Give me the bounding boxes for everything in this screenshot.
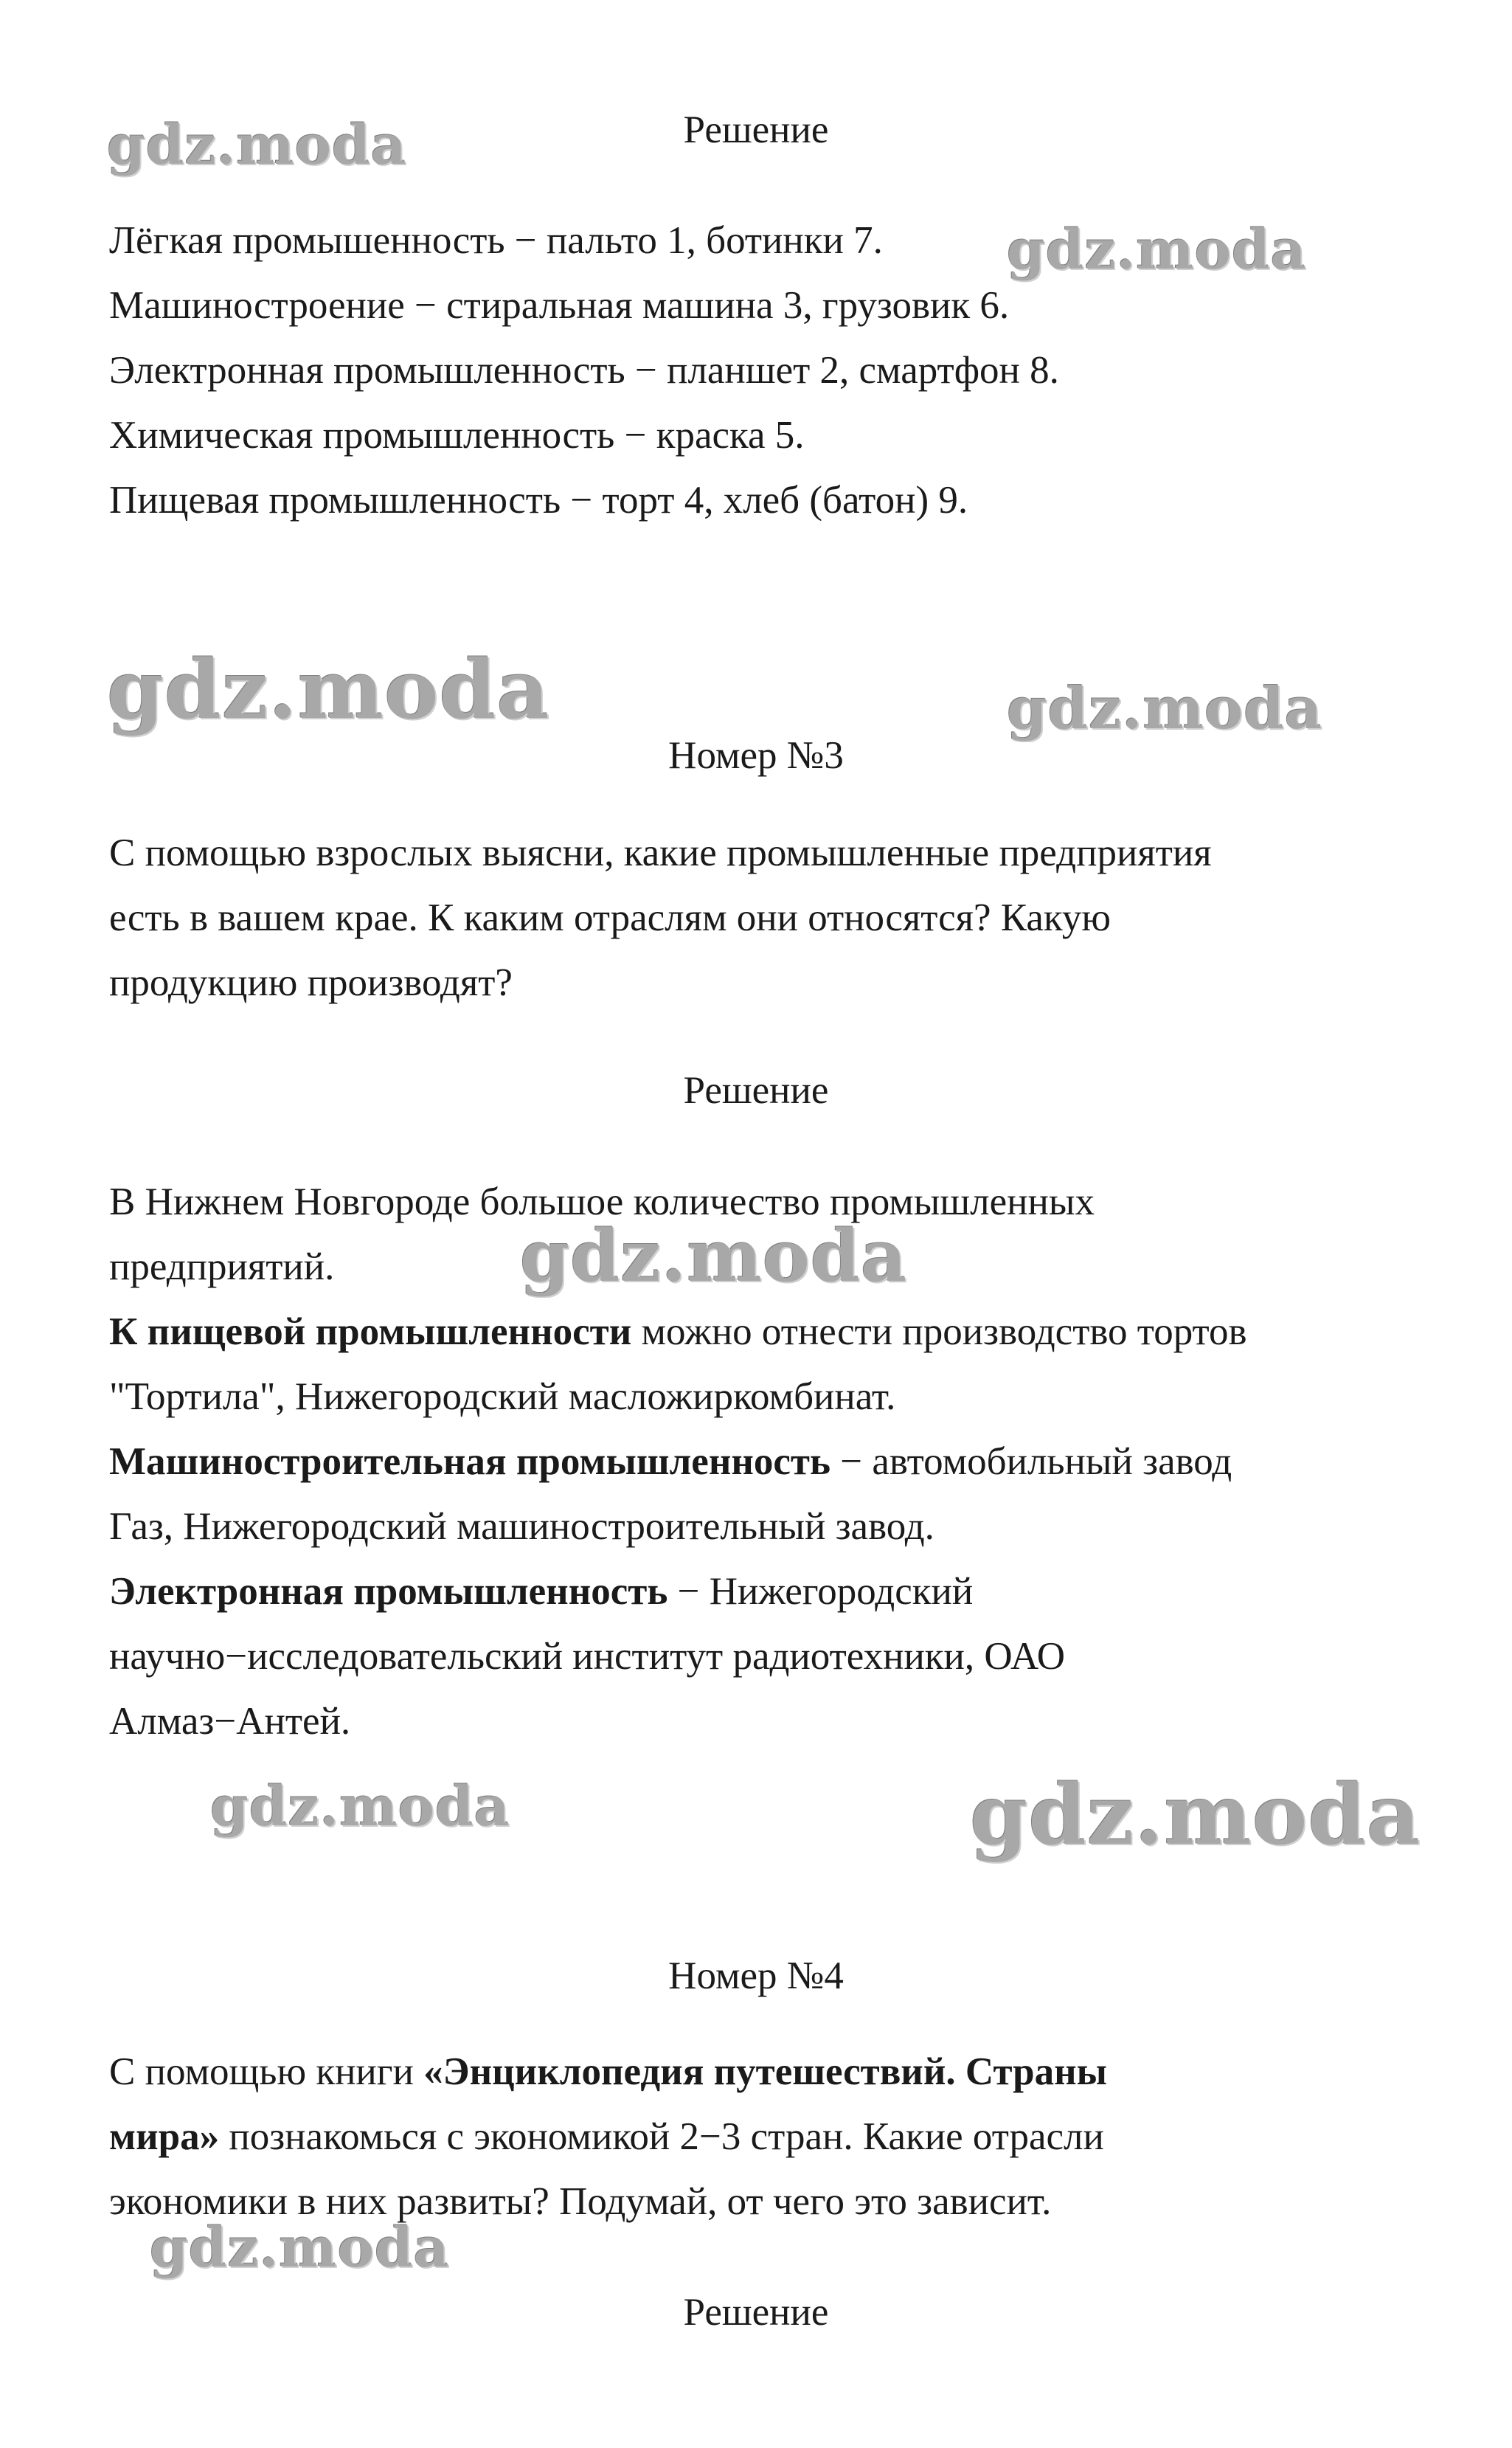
answer-line: Машиностроение − стиральная машина 3, грузовик 6.	[109, 284, 1010, 327]
solution-heading: Решение	[683, 2291, 829, 2334]
watermark: gdz.moda	[970, 1767, 1421, 1864]
task-title: Номер №3	[668, 734, 844, 777]
food-industry-text: можно отнести производство тортов	[631, 1310, 1247, 1353]
book-title-end: мира»	[109, 2115, 220, 2158]
solution-heading: Решение	[683, 1069, 829, 1112]
solution-line: предприятий.	[109, 1245, 335, 1288]
machine-industry-line-2: Газ, Нижегородский машиностроительный завод.	[109, 1505, 934, 1548]
electronic-industry-text: − Нижегородский	[667, 1570, 974, 1613]
machine-industry-label: Машиностроительная промышленность	[109, 1440, 830, 1483]
solution-line: В Нижнем Новгороде большое количество промышленных	[109, 1180, 1095, 1223]
answer-line: Пищевая промышленность − торт 4, хлеб (батон) 9.	[109, 479, 968, 522]
food-industry-label: К пищевой промышленности	[109, 1310, 632, 1353]
electronic-industry-line	[109, 1572, 973, 1611]
watermark: gdz.moda	[107, 642, 550, 737]
task-text: С помощью книги	[109, 2050, 424, 2093]
food-industry-line-2: "Тортила", Нижегородский масложиркомбинат.	[109, 1375, 896, 1418]
machine-industry-text: − автомобильный завод	[830, 1440, 1232, 1483]
answer-line: Лёгкая промышенность − пальто 1, ботинки 7.	[109, 219, 883, 262]
answer-line: Электронная промышленность − планшет 2, смартфон 8.	[109, 349, 1059, 392]
watermark: gdz.moda	[107, 114, 407, 177]
watermark: gdz.moda	[520, 1214, 908, 1298]
task-line	[109, 2117, 1104, 2157]
food-industry-line	[109, 1310, 1247, 1353]
watermark: gdz.moda	[150, 2216, 450, 2280]
machine-industry-line	[109, 1442, 1232, 1481]
answer-line: Химическая промышленность − краска 5.	[109, 414, 805, 457]
watermark: gdz.moda	[1007, 675, 1323, 742]
task-line: экономики в них развиты? Подумай, от чего это зависит.	[109, 2180, 1052, 2223]
electronic-industry-label: Электронная промышленность	[109, 1570, 668, 1613]
electronic-industry-line-2: научно−исследовательский институт радиотехники, ОАО	[109, 1635, 1065, 1678]
task-line: есть в вашем крае. К каким отраслям они относятся? Какую	[109, 896, 1112, 939]
watermark: gdz.moda	[210, 1775, 510, 1839]
solution-heading: Решение	[683, 108, 829, 151]
task-line	[109, 2050, 1108, 2093]
task-line: С помощью взрослых выясни, какие промышленные предприятия	[109, 831, 1212, 874]
watermark: gdz.moda	[1007, 218, 1307, 282]
task-text: познакомься с экономикой 2−3 стран. Какие отрасли	[219, 2115, 1104, 2158]
electronic-industry-line-3: Алмаз−Антей.	[109, 1700, 351, 1743]
book-title: «Энциклопедия путешествий. Страны	[423, 2050, 1108, 2093]
task-title: Номер №4	[668, 1954, 844, 1997]
task-line: продукцию производят?	[109, 961, 513, 1004]
